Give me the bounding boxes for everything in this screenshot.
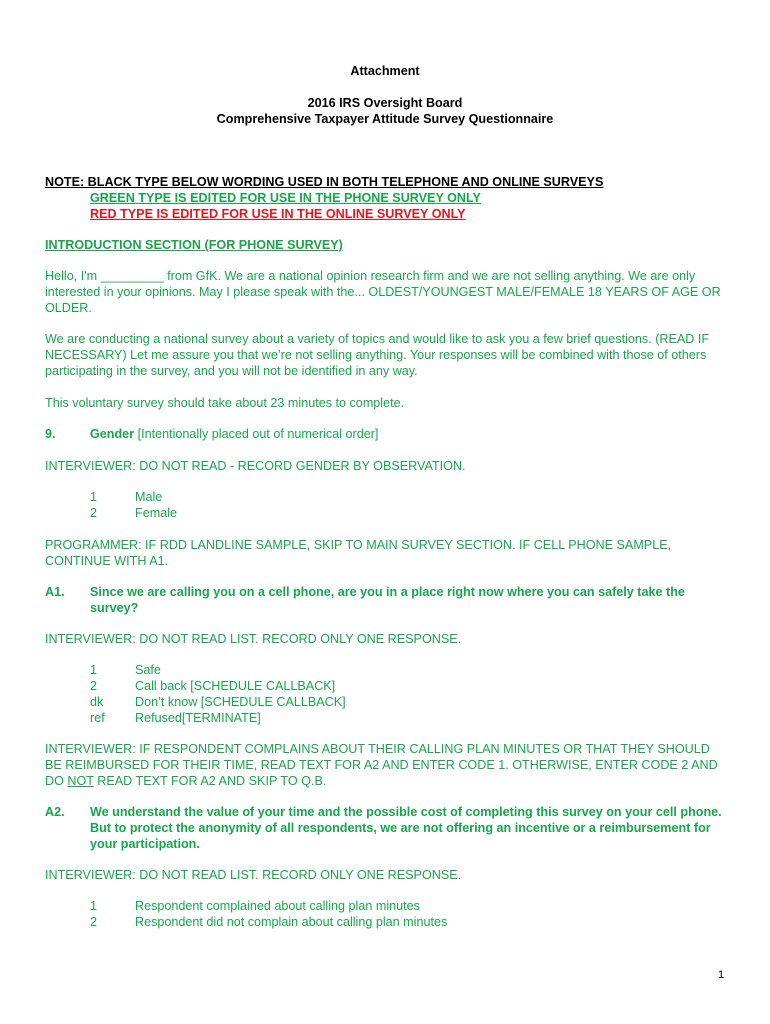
q9-label: Gender: [90, 427, 135, 441]
q9-number: 9.: [45, 427, 56, 441]
intro-paragraph-2: We are conducting a national survey about a variety of topics and would like to ask you a few brief questions. (READ IF NECESSARY) Let me assure you that we’re not selling anything. Your responses will be combined with those of others participating in the survey, and you will not be identified in any way.: [45, 332, 710, 378]
a2-option-label: Respondent complained about calling plan minutes: [135, 899, 420, 913]
intro-paragraph-1: Hello, I'm _________ from GfK. We are a national opinion research firm and we are not selling anything. We are only interested in your opinions. May I please speak with the... OLDEST/YOUNGEST MALE/FEMALE 18 YEARS OF AGE OR OLDER.: [45, 269, 721, 315]
intro-heading: INTRODUCTION SECTION (FOR PHONE SURVEY): [45, 238, 343, 252]
interviewer-note-text-end: READ TEXT FOR A2 AND SKIP TO Q.B.: [93, 774, 327, 788]
a1-option-label: Don’t know [SCHEDULE CALLBACK]: [135, 695, 346, 709]
attachment-label: Attachment: [350, 64, 420, 78]
a1-text: Since we are calling you on a cell phone, are you in a place right now where you can safely take the survey?: [90, 585, 685, 615]
q9-option-label: Female: [135, 506, 177, 520]
q9-instruction: INTERVIEWER: DO NOT READ - RECORD GENDER BY OBSERVATION.: [45, 459, 466, 473]
board-title: 2016 IRS Oversight Board: [307, 96, 463, 110]
a1-option-code: 2: [90, 679, 98, 693]
a2-number: A2.: [45, 805, 65, 819]
q9-suffix: [Intentionally placed out of numerical order]: [134, 427, 379, 441]
note-black: NOTE: BLACK TYPE BELOW WORDING USED IN BOTH TELEPHONE AND ONLINE SURVEYS: [45, 175, 604, 189]
a1-option-code: 1: [90, 663, 98, 677]
q9-option-code: 2: [90, 506, 98, 520]
a1-option-label: Safe: [135, 663, 161, 677]
a1-option-label: Refused[TERMINATE]: [135, 711, 261, 725]
interviewer-note: [45, 741, 730, 789]
a2-option-code: 1: [90, 899, 98, 913]
programmer-note: PROGRAMMER: IF RDD LANDLINE SAMPLE, SKIP TO MAIN SURVEY SECTION. IF CELL PHONE SAMPLE, CONTINUE WITH A1.: [45, 538, 672, 568]
a1-option-label: Call back [SCHEDULE CALLBACK]: [135, 679, 336, 693]
a1-number: A1.: [45, 585, 65, 599]
q9-text: [90, 426, 730, 442]
a2-option-label: Respondent did not complain about calling plan minutes: [135, 915, 448, 929]
intro-paragraph-3: This voluntary survey should take about 23 minutes to complete.: [45, 396, 405, 410]
a1-option-code: dk: [90, 695, 104, 709]
note-green: GREEN TYPE IS EDITED FOR USE IN THE PHONE SURVEY ONLY: [90, 191, 481, 205]
survey-title: Comprehensive Taxpayer Attitude Survey Questionnaire: [216, 112, 554, 126]
page-number: 1: [718, 969, 725, 981]
interviewer-note-text: INTERVIEWER: IF RESPONDENT COMPLAINS ABOUT THEIR CALLING PLAN MINUTES OR THAT THEY SHOULD BE REIMBURSED FOR THEIR TIME, READ TEXT FOR A2 AND ENTER CODE 1. OTHERWISE, ENTER CODE 2 AND DO: [45, 742, 718, 788]
note-red: RED TYPE IS EDITED FOR USE IN THE ONLINE SURVEY ONLY: [90, 207, 466, 221]
a2-text: We understand the value of your time and the possible cost of completing this survey on your cell phone. But to protect the anonymity of all respondents, we are not offering an incentive or a reimbursement for your participation.: [90, 805, 722, 851]
a2-instruction: INTERVIEWER: DO NOT READ LIST. RECORD ONLY ONE RESPONSE.: [45, 868, 462, 882]
a1-option-code: ref: [90, 711, 105, 725]
interviewer-note-emphasis: NOT: [67, 774, 94, 788]
q9-option-code: 1: [90, 490, 98, 504]
q9-option-label: Male: [135, 490, 163, 504]
a2-option-code: 2: [90, 915, 98, 929]
a1-instruction: INTERVIEWER: DO NOT READ LIST. RECORD ONLY ONE RESPONSE.: [45, 632, 462, 646]
